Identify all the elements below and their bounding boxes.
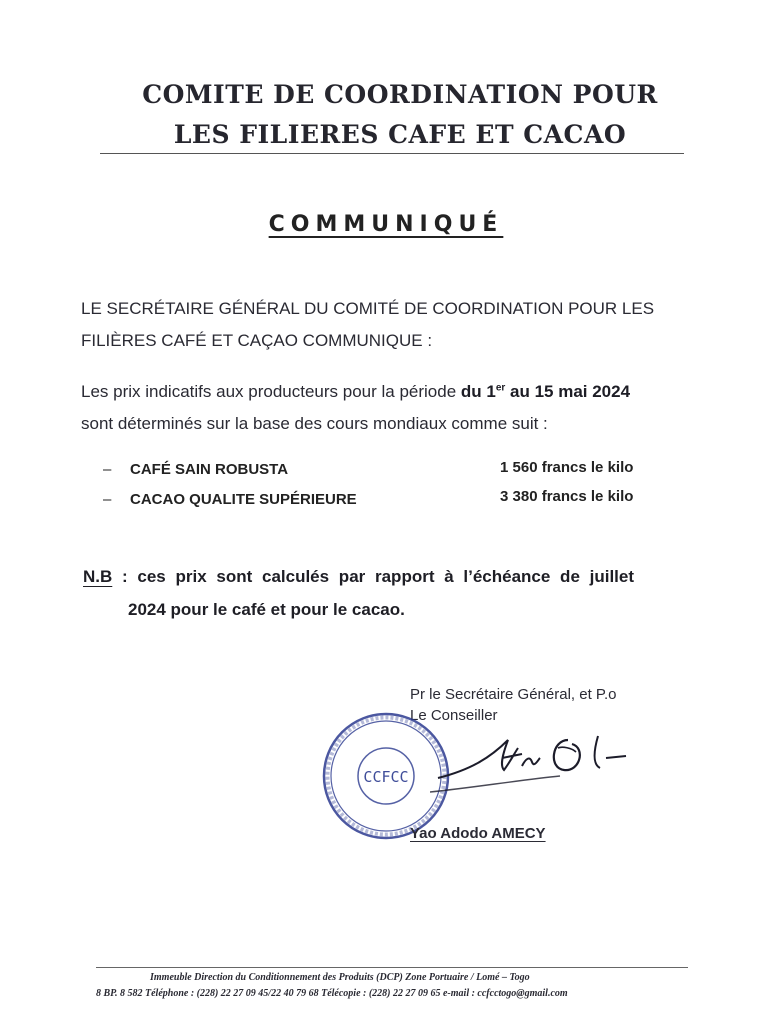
org-title-line-2: LES FILIERES CAFE ET CACAO: [173, 120, 627, 149]
prices-intro-line-2: sont déterminés sur la base des cours mondiaux comme suit :: [81, 414, 548, 433]
price-item-cafe: [103, 461, 288, 478]
prices-intro-text: Les prix indicatifs aux producteurs pour la période: [81, 382, 461, 401]
price-item-cacao: [103, 491, 357, 508]
note-label: N.B: [83, 567, 113, 586]
note-text: : ces prix sont calculés par rapport à l’échéance de juillet: [112, 567, 635, 586]
signatory-title: Pr le Secrétaire Général, et P.o: [410, 686, 617, 703]
intro-line-1: LE SECRÉTAIRE GÉNÉRAL DU COMITÉ DE COORDINATION POUR LES: [81, 299, 655, 318]
price-value-cacao: 3 380 francs le kilo: [500, 488, 634, 505]
note-line-2: 2024 pour le café et pour le cacao.: [128, 600, 405, 619]
period-start: du 1: [460, 382, 496, 401]
footer-divider: [96, 967, 688, 968]
note-line-1: [83, 567, 634, 587]
footer-contacts: 8 BP. 8 582 Téléphone : (228) 22 27 09 45/22 40 79 68 Télécopie : (228) 22 27 09 65 e-mail : ccfcctogo@gmail.com: [96, 988, 568, 999]
price-value-cafe: 1 560 francs le kilo: [500, 459, 634, 476]
document-title: [0, 212, 772, 237]
prices-intro-line-1: [81, 381, 630, 403]
period-end: au 15 mai 2024: [505, 382, 631, 401]
list-dash: –: [103, 491, 112, 508]
document-title-text: COMMUNIQUÉ: [268, 212, 504, 237]
item-label: CACAO QUALITE SUPÉRIEURE: [130, 491, 357, 508]
stamp-text: CCFCC: [363, 768, 409, 786]
intro-line-2: FILIÈRES CAFÉ ET CAÇAO COMMUNIQUE :: [81, 331, 433, 350]
list-dash: –: [103, 461, 112, 478]
signatory-name: Yao Adodo AMECY: [410, 825, 546, 842]
signatory-role: Le Conseiller: [410, 707, 498, 724]
item-label: CAFÉ SAIN ROBUSTA: [130, 461, 289, 478]
footer-address: Immeuble Direction du Conditionnement des Produits (DCP) Zone Portuaire / Lomé – Togo: [150, 972, 530, 983]
period-superscript: er: [495, 382, 506, 394]
handwritten-signature-icon: [430, 718, 640, 798]
org-title-line-1: COMITE DE COORDINATION POUR: [142, 80, 658, 109]
header-divider: [100, 153, 684, 154]
